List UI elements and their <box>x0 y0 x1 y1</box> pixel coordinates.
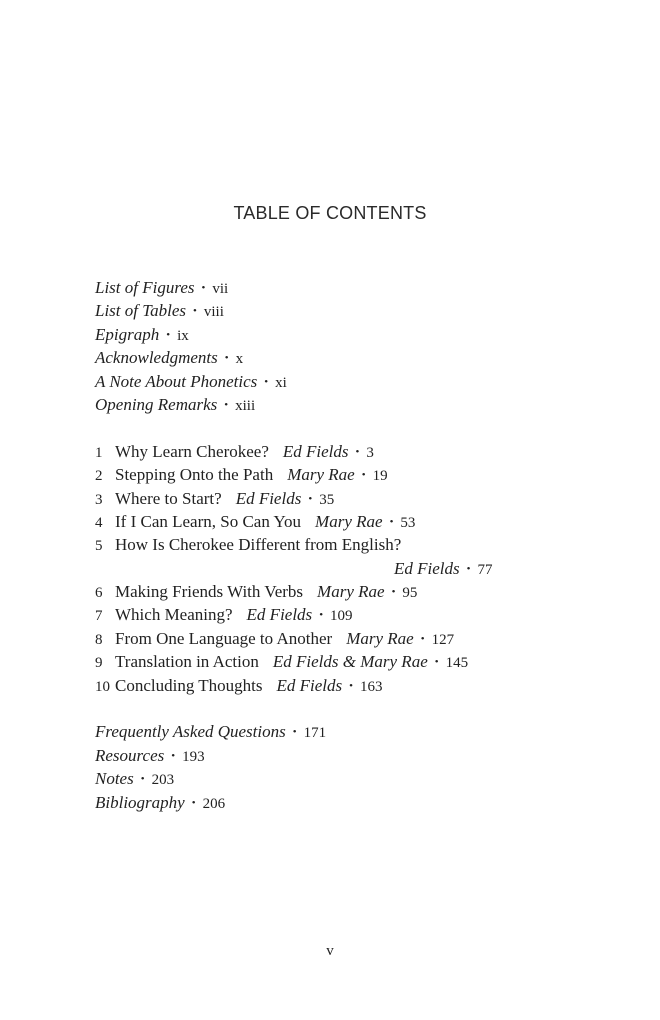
entry-title: Epigraph <box>95 324 160 344</box>
toc-chapter-7[interactable] <box>95 603 615 626</box>
chapter-number: 9 <box>95 655 103 672</box>
page-number: 3 <box>366 444 374 461</box>
chapter-author: Mary Rae <box>317 582 385 602</box>
page-number: 193 <box>182 748 205 765</box>
page-number: 171 <box>303 725 327 742</box>
chapter-number: 10 <box>95 678 110 695</box>
chapter-title: Why Learn Cherokee? <box>115 441 269 461</box>
page-number: 77 <box>477 561 493 578</box>
bullet: • <box>292 726 297 739</box>
toc-entry-list-of-tables[interactable] <box>95 299 615 322</box>
chapter-title: Concluding Thoughts <box>115 675 263 695</box>
page-number: viii <box>203 304 224 321</box>
toc-entry-opening-remarks[interactable] <box>95 393 615 416</box>
toc-chapter-3[interactable] <box>95 487 615 510</box>
chapter-title: Which Meaning? <box>115 605 233 625</box>
page-number: ix <box>177 327 189 344</box>
toc-entry-acknowledgments[interactable] <box>95 346 615 369</box>
bullet: • <box>201 282 206 294</box>
chapter-number: 6 <box>95 585 103 602</box>
page-number: xiii <box>235 397 256 414</box>
toc-entry-note-about-phonetics[interactable] <box>95 370 615 393</box>
chapter-title: From One Language to Another <box>115 628 333 648</box>
bullet: • <box>391 586 396 599</box>
bullet: • <box>191 796 196 809</box>
entry-title: List of Tables <box>95 301 187 321</box>
bullet: • <box>349 679 353 692</box>
entry-title: Acknowledgments <box>95 348 218 368</box>
page-number: 109 <box>330 608 353 625</box>
entry-title: Notes <box>95 769 134 789</box>
chapter-author: Ed Fields <box>282 441 349 461</box>
toc-chapter-9[interactable] <box>95 650 615 673</box>
chapter-author: Ed Fields <box>394 558 460 578</box>
chapter-number: 8 <box>95 631 103 648</box>
toc-entry-resources[interactable] <box>95 744 615 767</box>
chapter-author: Ed Fields <box>276 675 343 695</box>
toc-chapter-8[interactable] <box>95 627 615 650</box>
chapter-author: Mary Rae <box>287 465 355 485</box>
chapter-author: Mary Rae <box>346 628 414 648</box>
entry-title: Opening Remarks <box>95 394 218 414</box>
entry-title: Frequently Asked Questions <box>95 722 286 742</box>
bullet: • <box>193 305 197 318</box>
chapter-title: How Is Cherokee Different from English? <box>115 535 402 555</box>
bullet: • <box>420 632 425 645</box>
toc-entry-notes[interactable] <box>95 767 615 790</box>
toc-chapter-6[interactable] <box>95 580 615 603</box>
page-number: vii <box>212 281 229 297</box>
bullet: • <box>466 562 471 575</box>
chapter-number: 4 <box>95 514 103 531</box>
bullet: • <box>355 445 360 458</box>
toc-entry-bibliography[interactable] <box>95 791 615 814</box>
page-title: TABLE OF CONTENTS <box>233 203 427 223</box>
entry-title: List of Figures <box>95 278 195 297</box>
toc-chapter-5[interactable] <box>95 533 615 556</box>
chapter-author: Ed Fields & Mary Rae <box>272 652 428 672</box>
bullet: • <box>434 656 439 669</box>
section-gap <box>95 416 615 439</box>
page-number: 203 <box>151 772 175 789</box>
chapter-number: 7 <box>95 608 103 625</box>
page-number: x <box>235 351 244 368</box>
chapter-title: Making Friends With Verbs <box>115 582 304 602</box>
page-number: xi <box>275 374 287 391</box>
chapter-title: Where to Start? <box>115 488 222 508</box>
toc-chapter-1[interactable] <box>95 440 615 463</box>
chapter-number: 3 <box>95 491 103 508</box>
chapter-author: Mary Rae <box>315 511 383 531</box>
page-number: 127 <box>431 631 455 648</box>
section-gap <box>95 697 615 720</box>
toc-chapter-2[interactable] <box>95 463 615 486</box>
page-number: 19 <box>372 468 388 485</box>
bullet: • <box>361 469 366 482</box>
chapter-author: Ed Fields <box>235 488 302 508</box>
page-number: 163 <box>360 678 383 695</box>
entry-title: Bibliography <box>95 792 185 812</box>
bullet: • <box>166 328 171 341</box>
toc-chapter-4[interactable] <box>95 510 615 533</box>
bullet: • <box>171 749 176 762</box>
bullet: • <box>224 352 229 365</box>
chapter-number: 5 <box>95 538 103 555</box>
chapter-title: Translation in Action <box>115 652 259 672</box>
toc-entry-faq[interactable] <box>95 720 615 743</box>
entry-title: Resources <box>95 745 165 765</box>
chapter-author: Ed Fields <box>246 605 313 625</box>
chapter-number: 2 <box>95 468 103 485</box>
chapter-title: If I Can Learn, So Can You <box>115 511 302 531</box>
page-number: 53 <box>400 514 416 531</box>
page-folio: v <box>326 943 334 959</box>
bullet: • <box>308 492 313 505</box>
page-number: 35 <box>319 491 335 508</box>
page-number: 145 <box>445 655 469 672</box>
bullet: • <box>319 609 324 622</box>
toc-chapter-10[interactable] <box>95 674 615 697</box>
bullet: • <box>264 375 269 388</box>
toc-chapter-5-continuation[interactable] <box>95 557 615 580</box>
toc-entry-epigraph[interactable] <box>95 323 615 346</box>
toc-list <box>95 276 615 814</box>
chapter-title: Stepping Onto the Path <box>115 465 274 485</box>
bullet: • <box>224 398 229 411</box>
bullet: • <box>389 515 394 528</box>
bullet: • <box>140 773 145 786</box>
chapter-number: 1 <box>95 444 103 461</box>
page-number: 95 <box>402 585 418 602</box>
page-number: 206 <box>202 795 226 812</box>
entry-title: A Note About Phonetics <box>95 371 258 391</box>
toc-entry-list-of-figures[interactable] <box>95 276 615 299</box>
